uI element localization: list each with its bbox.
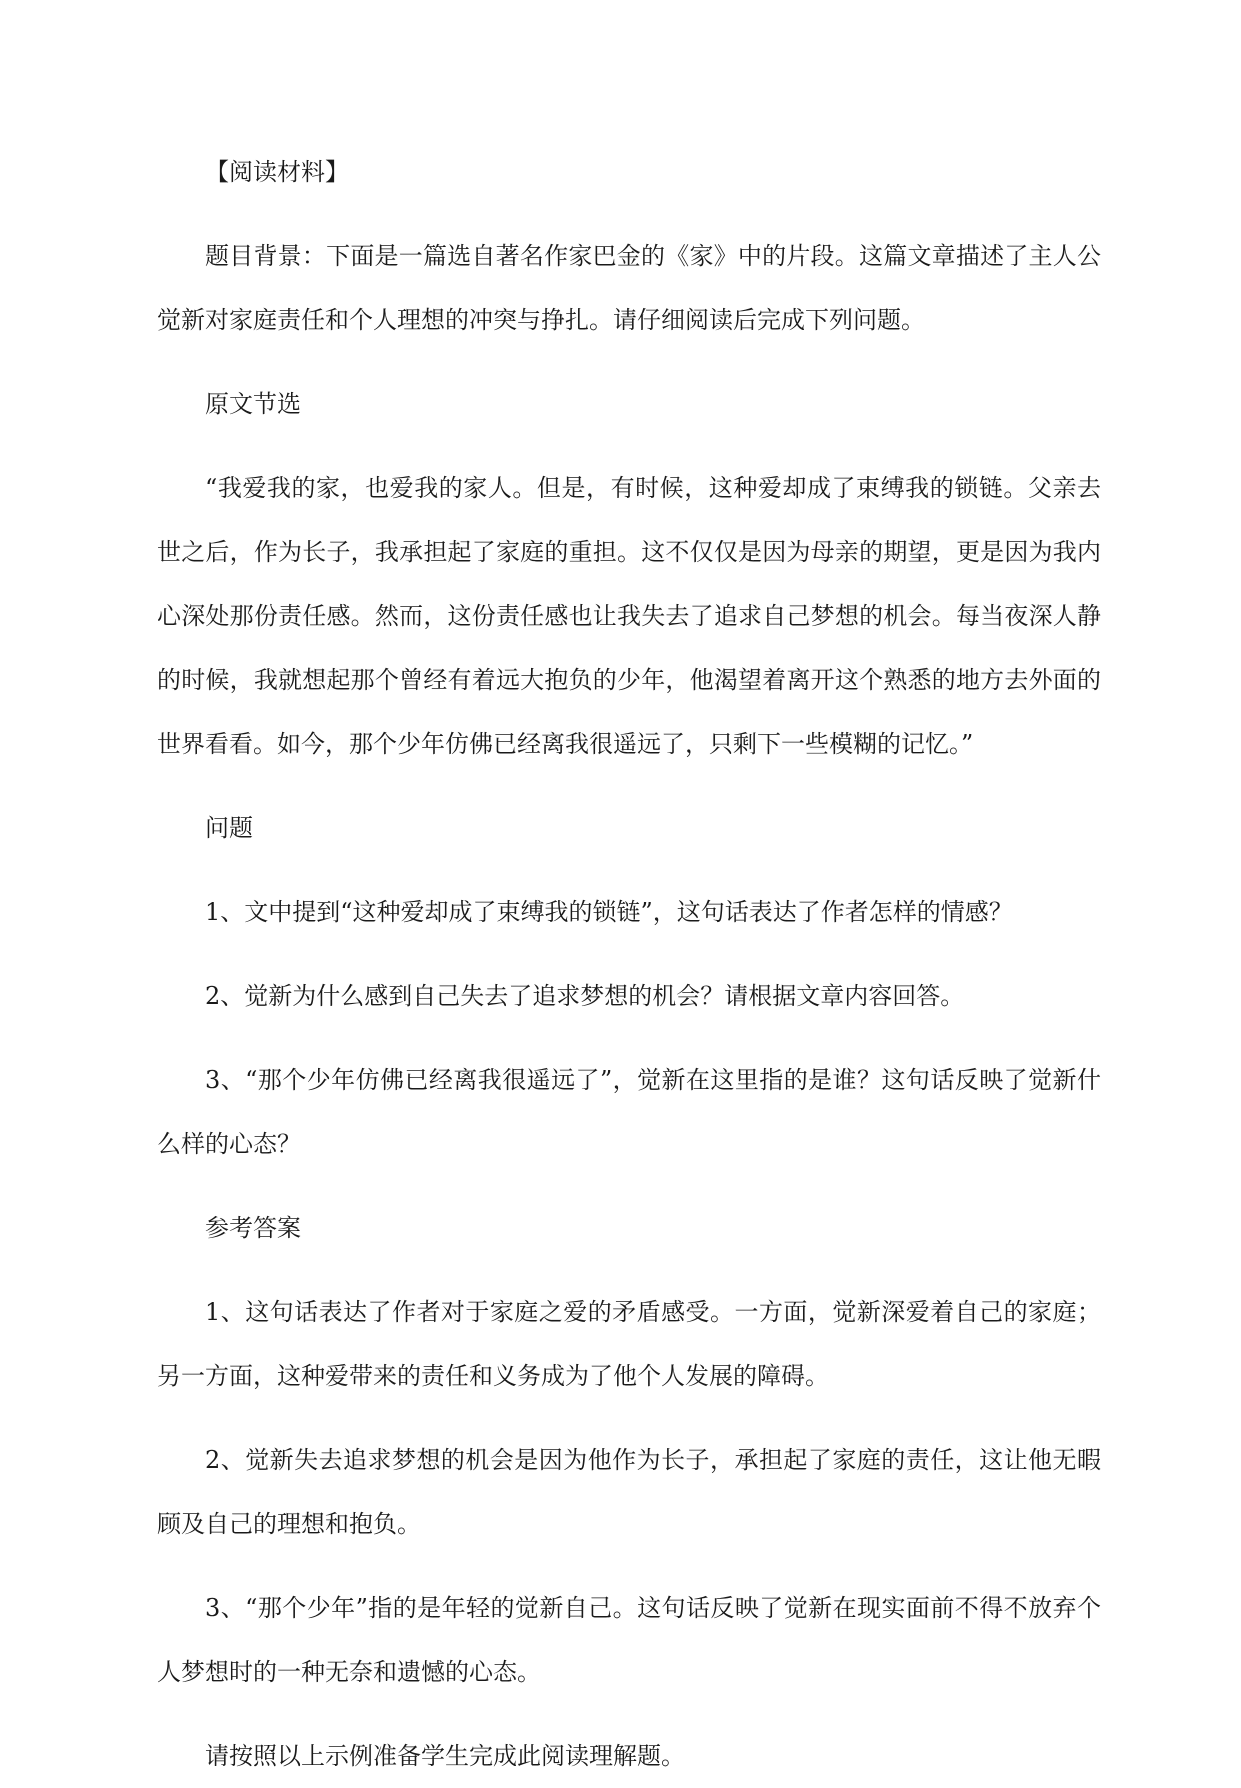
closing-paragraph: 请按照以上示例准备学生完成此阅读理解题。	[205, 1742, 685, 1770]
excerpt-paragraph: “我爱我的家，也爱我的家人。但是，有时候，这种爱却成了束缚我的锁链。父亲去世之后，作为长子，我承担起了家庭的重担。这不仅仅是因为母亲的期望，更是因为我内心深处那份责任感。然而，这份责任感也让我失去了追求自己梦想的机会。每当夜深人静的时候，我就想起那个曾经有着远大抱负的少年，他渴望着离开这个熟悉的地方去外面的世界看看。如今，那个少年仿佛已经离我很遥远了，只剩下一些模糊的记忆。”	[157, 474, 1101, 758]
material-heading: 【阅读材料】	[205, 158, 349, 186]
document-body	[157, 140, 1101, 1788]
answers-heading: 参考答案	[205, 1214, 301, 1242]
question-2: 2、觉新为什么感到自己失去了追求梦想的机会？请根据文章内容回答。	[205, 982, 965, 1010]
question-3: 3、“那个少年仿佛已经离我很遥远了”，觉新在这里指的是谁？这句话反映了觉新什么样的心态？	[157, 1066, 1101, 1158]
answer-2: 2、觉新失去追求梦想的机会是因为他作为长子，承担起了家庭的责任，这让他无暇顾及自己的理想和抱负。	[157, 1446, 1101, 1538]
answer-3: 3、“那个少年”指的是年轻的觉新自己。这句话反映了觉新在现实面前不得不放弃个人梦想时的一种无奈和遗憾的心态。	[157, 1594, 1101, 1686]
questions-heading: 问题	[205, 814, 253, 842]
background-paragraph: 题目背景：下面是一篇选自著名作家巴金的《家》中的片段。这篇文章描述了主人公觉新对家庭责任和个人理想的冲突与挣扎。请仔细阅读后完成下列问题。	[157, 242, 1101, 334]
answer-1: 1、这句话表达了作者对于家庭之爱的矛盾感受。一方面，觉新深爱着自己的家庭；另一方面，这种爱带来的责任和义务成为了他个人发展的障碍。	[157, 1298, 1101, 1390]
excerpt-heading: 原文节选	[205, 390, 301, 418]
question-1: 1、文中提到“这种爱却成了束缚我的锁链”，这句话表达了作者怎样的情感？	[205, 898, 1013, 926]
